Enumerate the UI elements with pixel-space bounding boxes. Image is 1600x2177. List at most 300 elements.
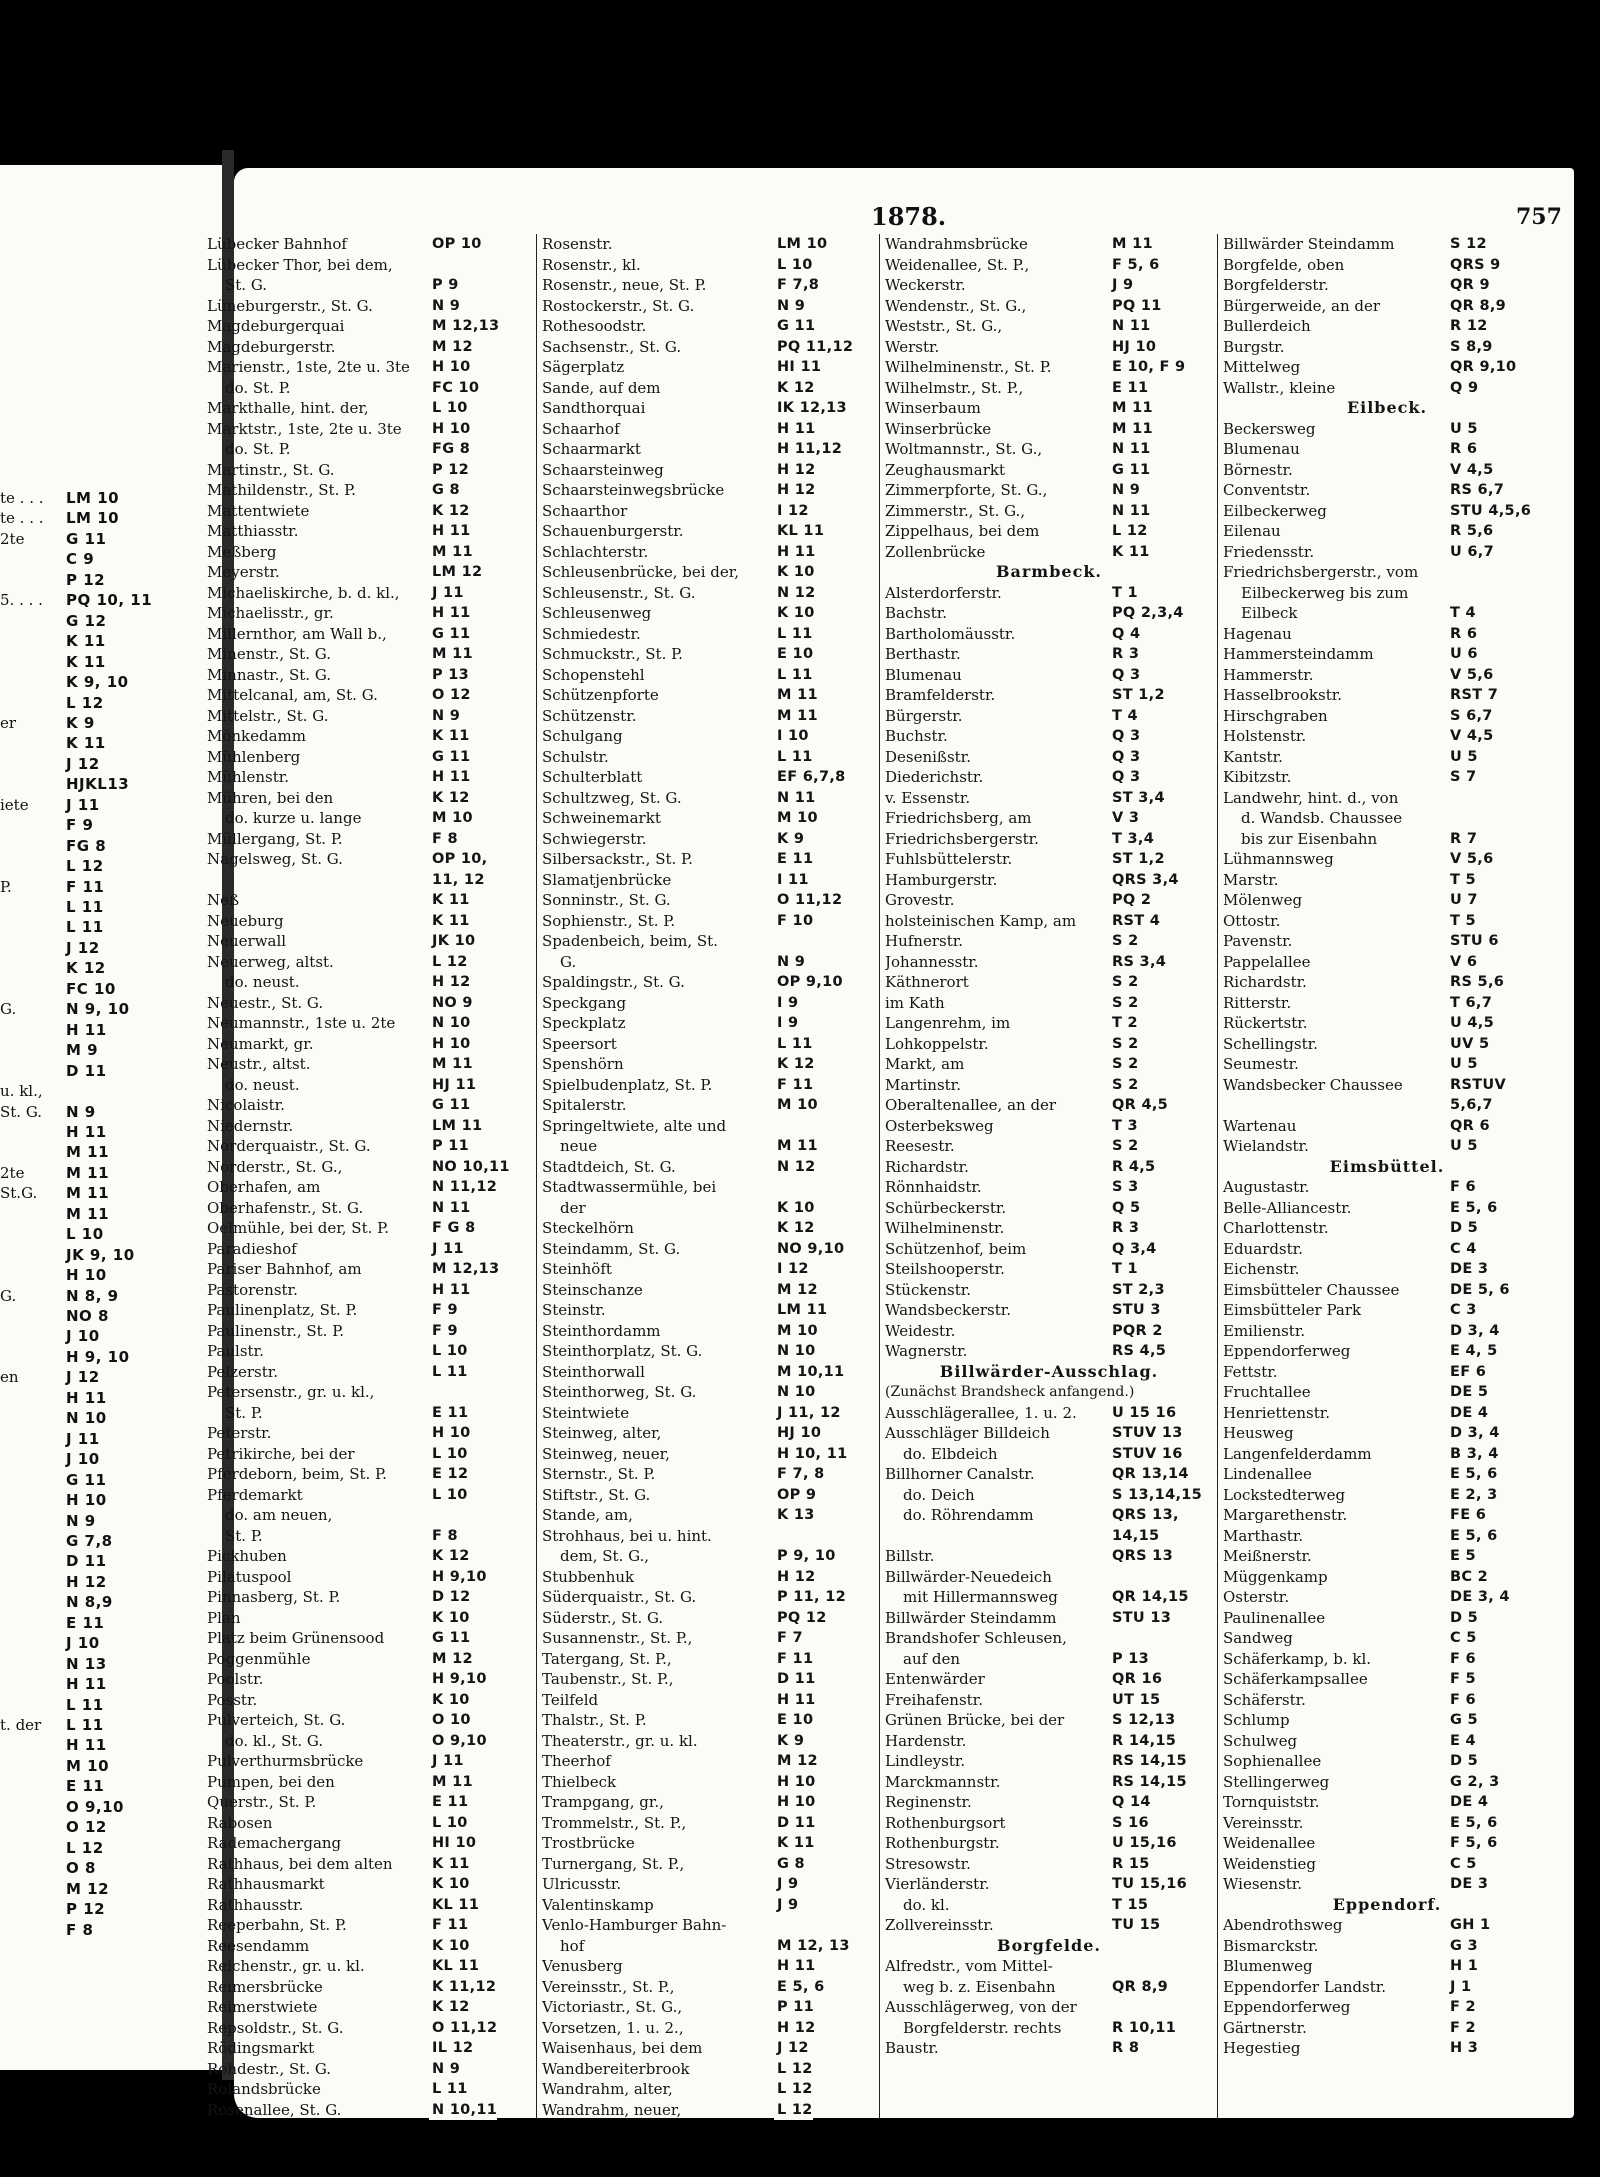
grid-code: ST 1,2 (1109, 685, 1165, 706)
grid-code: L 12 (774, 2059, 813, 2080)
street-entry (1223, 1731, 1551, 1752)
street-name: Hardenstr. (885, 1731, 967, 1750)
street-name: Sachsenstr., St. G. (542, 337, 682, 356)
street-entry (207, 1874, 531, 1895)
grid-code: V 5,6 (1447, 665, 1493, 686)
grid-code: R 12 (1447, 316, 1488, 337)
street-name: Vierländerstr. (885, 1875, 990, 1893)
street-entry (1223, 296, 1551, 317)
street-name: mit Hillermannsweg (903, 1588, 1058, 1606)
street-name: Lindleystr. (885, 1752, 966, 1770)
left-page-row (0, 1776, 222, 1796)
street-entry (885, 419, 1213, 440)
left-page-row (0, 1817, 222, 1837)
grid-code: F 8 (429, 829, 458, 850)
grid-code: J 1 (1447, 1977, 1471, 1998)
row-fragment-text: G. (0, 1000, 17, 1019)
street-entry (207, 1956, 531, 1977)
street-entry (542, 583, 876, 604)
street-name: do. St. P. (225, 440, 291, 458)
street-entry (207, 1710, 531, 1731)
street-name: Schleusenstr., St. G. (542, 583, 696, 602)
street-name: Bürgerweide, an der (1223, 296, 1381, 315)
grid-code: M 12 (66, 1879, 110, 1898)
grid-code: D 3, 4 (1447, 1321, 1500, 1342)
street-name: do. Elbdeich (903, 1444, 998, 1463)
street-entry (207, 1444, 531, 1465)
street-entry (885, 398, 1213, 419)
street-entry (1223, 1054, 1551, 1075)
grid-code: N 9 (774, 952, 805, 973)
street-name: Brandshofer Schleusen, (885, 1629, 1067, 1647)
grid-code: UV 5 (1447, 1034, 1489, 1055)
street-name: im Kath (885, 993, 945, 1012)
grid-code: L 10 (429, 1341, 468, 1362)
grid-code: Q 3 (1109, 767, 1140, 788)
grid-code: S 6,7 (1447, 706, 1493, 727)
street-entry (885, 480, 1213, 501)
street-name: Lübecker Thor, bei dem, (207, 255, 393, 274)
street-name: Mönkedamm (207, 727, 307, 745)
grid-code: R 10,11 (1109, 2018, 1176, 2039)
grid-code: RS 14,15 (1109, 1772, 1187, 1793)
grid-code: T 5 (1447, 870, 1476, 891)
street-name: Heusweg (1223, 1424, 1294, 1442)
street-column-1 (207, 234, 531, 2120)
street-name: Billwärder-Neuedeich (885, 1567, 1052, 1586)
street-entry (207, 439, 531, 460)
district-heading-text: Borgfelde. (997, 1935, 1101, 1955)
grid-code: ST 1,2 (1109, 849, 1165, 870)
street-entry (207, 1772, 531, 1793)
street-name: do. kurze u. lange (225, 809, 362, 827)
street-name: Richardstr. (885, 1157, 969, 1176)
street-name: Emilienstr. (1223, 1321, 1306, 1340)
street-name: Mittelcanal, am, St. G. (207, 686, 378, 704)
grid-code: Q 4 (1109, 624, 1140, 645)
street-name: Blumenau (885, 665, 962, 684)
left-page-row (0, 1020, 222, 1040)
street-entry (1223, 1177, 1551, 1198)
grid-code: Q 3,4 (1109, 1239, 1157, 1260)
street-name: Wilhelminenstr. (885, 1219, 1005, 1237)
street-name: Steilshooperstr. (885, 1260, 1005, 1278)
street-name: Schürbeckerstr. (885, 1198, 1007, 1217)
grid-code: G 2, 3 (1447, 1772, 1499, 1793)
grid-code: M 10 (429, 808, 473, 829)
grid-code: E 10, F 9 (1109, 357, 1185, 378)
street-name: Schopenstehl (542, 665, 645, 684)
street-entry (207, 419, 531, 440)
street-name: Charlottenstr. (1223, 1219, 1329, 1237)
grid-code: M 11 (1109, 234, 1153, 255)
grid-code: R 6 (1447, 439, 1477, 460)
street-name: Weidenstieg (1223, 1854, 1317, 1873)
grid-code: LM 10 (66, 489, 120, 507)
grid-code: H 10 (66, 1491, 107, 1510)
grid-code: C 3 (1447, 1300, 1477, 1321)
street-entry (542, 685, 876, 706)
grid-code: F G 8 (429, 1218, 476, 1239)
grid-code: D 11 (774, 1813, 815, 1834)
left-page-row (0, 1265, 222, 1285)
street-name: Peterstr. (207, 1424, 272, 1442)
street-name: Bramfelderstr. (885, 686, 996, 704)
street-entry (207, 1300, 531, 1321)
street-name: Reimersbrücke (207, 1977, 323, 1996)
street-name: Schlump (1223, 1711, 1290, 1729)
street-entry (207, 1895, 531, 1916)
grid-code: E 4 (1447, 1731, 1476, 1752)
street-name: Steindamm, St. G. (542, 1239, 681, 1258)
grid-code: U 4,5 (1447, 1013, 1494, 1034)
street-entry (1223, 972, 1551, 993)
street-entry (207, 1075, 531, 1096)
street-entry (207, 1792, 531, 1813)
street-name: Eduardstr. (1223, 1239, 1303, 1258)
grid-code: EF 6,7,8 (774, 767, 846, 788)
street-entry (542, 2018, 876, 2039)
left-page-row (0, 549, 222, 569)
street-entry (885, 1813, 1213, 1834)
street-entry (1223, 1095, 1551, 1116)
street-entry (885, 972, 1213, 993)
row-fragment-text: St. G. (0, 1102, 43, 1121)
grid-code: H 11 (66, 1122, 107, 1141)
grid-code: H 9,10 (429, 1567, 487, 1588)
street-entry (542, 1280, 876, 1301)
street-name: Schulstr. (542, 747, 609, 766)
street-entry (1223, 460, 1551, 481)
grid-code: F 9 (429, 1321, 458, 1342)
street-entry (542, 1423, 876, 1444)
grid-code: HJKL13 (66, 775, 130, 794)
street-entry (885, 1218, 1213, 1239)
street-entry (207, 1485, 531, 1506)
street-entry (885, 439, 1213, 460)
grid-code: M 12,13 (429, 316, 499, 337)
street-name: hof (560, 1936, 585, 1955)
street-entry (207, 1505, 531, 1526)
grid-code: V 5,6 (1447, 849, 1493, 870)
grid-code: HJ 10 (1109, 337, 1156, 358)
street-entry (207, 1177, 531, 1198)
street-name: Stande, am, (542, 1506, 633, 1524)
grid-code: RSTUV (1447, 1075, 1506, 1096)
street-entry (542, 1054, 876, 1075)
street-name: Teilfeld (542, 1690, 599, 1709)
street-entry (1223, 1341, 1551, 1362)
grid-code: U 7 (1447, 890, 1478, 911)
street-name: Stadtwassermühle, bei (542, 1178, 717, 1196)
street-name: Norderstr., St. G., (207, 1157, 343, 1176)
street-entry (1223, 1874, 1551, 1895)
street-entry (207, 644, 531, 665)
street-name: Rückertstr. (1223, 1014, 1308, 1032)
street-name: Querstr., St. P. (207, 1793, 317, 1811)
grid-code: H 11 (774, 542, 816, 563)
street-entry (542, 706, 876, 727)
grid-code: HJ 11 (429, 1075, 476, 1096)
grid-code: J 9 (1109, 275, 1133, 296)
grid-code: M 11 (1109, 398, 1153, 419)
grid-code: H 12 (774, 460, 816, 481)
street-entry (207, 1403, 531, 1424)
street-name: Richardstr. (1223, 973, 1307, 991)
street-name: Rosenallee, St. G. (207, 2100, 342, 2119)
street-name: Käthnerort (885, 973, 969, 991)
street-entry (1223, 1464, 1551, 1485)
street-name: Wartenau (1223, 1116, 1297, 1135)
district-heading-text: Eilbeck. (1346, 398, 1428, 417)
street-name: Plan (207, 1608, 241, 1627)
street-name: Hammerstr. (1223, 665, 1314, 684)
street-name: Oberaltenallee, an der (885, 1096, 1057, 1114)
street-entry (1223, 849, 1551, 870)
left-page-row (0, 1388, 222, 1408)
grid-code: L 11 (66, 898, 104, 916)
street-name: Rödingsmarkt (207, 2039, 315, 2057)
left-page-row (0, 1511, 222, 1531)
street-name: Schäferkampsallee (1223, 1670, 1368, 1688)
street-name: Oberhafenstr., St. G. (207, 1198, 364, 1217)
street-name: Buchstr. (885, 727, 948, 745)
grid-code: OP 10, (429, 849, 488, 870)
street-entry (542, 1690, 876, 1711)
district-heading (1223, 1895, 1551, 1916)
left-page-row (0, 1367, 222, 1387)
left-page-row (0, 1122, 222, 1142)
street-entry (1223, 1444, 1551, 1465)
street-entry (542, 1259, 876, 1280)
street-name: Schwiegerstr. (542, 829, 647, 848)
grid-code: LM 11 (429, 1116, 482, 1137)
grid-code: H 12 (66, 1572, 107, 1591)
left-page-row (0, 1408, 222, 1428)
street-name: Schleusenbrücke, bei der, (542, 563, 740, 581)
grid-code: RS 3,4 (1109, 952, 1166, 973)
street-entry (1223, 1936, 1551, 1957)
street-name: Reichenstr., gr. u. kl. (207, 1957, 365, 1975)
street-name: Hagenau (1223, 624, 1292, 643)
street-entry (885, 1177, 1213, 1198)
street-name: Sandweg (1223, 1629, 1293, 1647)
grid-code: QRS 13, (1109, 1505, 1179, 1526)
street-name: Turnergang, St. P., (542, 1854, 685, 1873)
street-name: Entenwärder (885, 1670, 985, 1688)
street-entry (542, 972, 876, 993)
left-page-row (0, 1674, 222, 1694)
street-entry (885, 1198, 1213, 1219)
grid-code: QR 9 (1447, 275, 1490, 296)
row-fragment-text: er (0, 713, 17, 732)
street-entry (1223, 1751, 1551, 1772)
left-page-row (0, 958, 222, 978)
street-entry (207, 1034, 531, 1055)
grid-code: S 16 (1109, 1813, 1149, 1834)
street-entry (885, 1259, 1213, 1280)
street-entry (542, 1136, 876, 1157)
street-name: Zippelhaus, bei dem (885, 522, 1040, 540)
street-name: Kibitzstr. (1223, 768, 1292, 786)
street-name: Börnestr. (1223, 460, 1293, 479)
grid-code: QR 6 (1447, 1116, 1490, 1137)
grid-code: K 12 (774, 1054, 815, 1075)
left-page-row (0, 488, 222, 508)
street-name: Gärtnerstr. (1223, 2018, 1307, 2037)
street-entry (1223, 1136, 1551, 1157)
street-name: Pinnasberg, St. P. (207, 1588, 341, 1606)
street-name: Paulinenstr., St. P. (207, 1321, 345, 1340)
street-name: do. kl., St. G. (225, 1731, 324, 1750)
street-name: Lühmannsweg (1223, 850, 1334, 868)
street-name: Schlachterstr. (542, 542, 649, 561)
grid-code: J 11 (429, 1239, 464, 1260)
grid-code: QR 8,9 (1447, 296, 1506, 317)
grid-code: T 4 (1447, 603, 1476, 624)
row-fragment-text: te . . . (0, 489, 44, 507)
street-name: do. neust. (225, 1075, 300, 1094)
street-name: Tatergang, St. P., (542, 1649, 672, 1668)
street-name: Eppendorfer Landstr. (1223, 1977, 1387, 1996)
street-entry (207, 275, 531, 296)
street-entry (207, 1464, 531, 1485)
grid-code: B 3, 4 (1447, 1444, 1499, 1465)
grid-code: G 11 (429, 1628, 470, 1649)
street-entry (207, 788, 531, 809)
grid-code: H 11 (429, 1280, 471, 1301)
street-name: St. P. (225, 1526, 263, 1545)
street-name: Pulverthurmsbrücke (207, 1752, 364, 1770)
grid-code: L 12 (429, 952, 468, 973)
street-name: Borgfelderstr. rechts (903, 2018, 1062, 2037)
grid-code: QRS 3,4 (1109, 870, 1179, 891)
street-entry (542, 1915, 876, 1936)
street-name: Rothenburgstr. (885, 1834, 1000, 1852)
street-entry (885, 1464, 1213, 1485)
street-entry (542, 439, 876, 460)
street-entry (542, 726, 876, 747)
grid-code: F 6 (1447, 1690, 1476, 1711)
street-name: Meißnerstr. (1223, 1547, 1312, 1565)
grid-code: H 11 (774, 419, 816, 440)
street-entry (207, 1054, 531, 1075)
grid-code: L 10 (429, 1813, 468, 1834)
left-page-row (0, 1735, 222, 1755)
grid-code: P 11, 12 (774, 1587, 846, 1608)
grid-code: C 9 (66, 550, 95, 569)
street-entry (885, 1280, 1213, 1301)
grid-code: STU 13 (1109, 1608, 1171, 1629)
grid-code: PQ 11 (1109, 296, 1162, 317)
left-page-row (0, 774, 222, 794)
grid-code: N 10 (66, 1409, 107, 1428)
street-name: Rothenburgsort (885, 1813, 1006, 1832)
street-name: Wagnerstr. (885, 1342, 968, 1360)
grid-code: ST 3,4 (1109, 788, 1165, 809)
street-entry (1223, 911, 1551, 932)
grid-code: N 11 (1109, 316, 1151, 337)
street-name: Strohhaus, bei u. hint. (542, 1526, 712, 1545)
grid-code: N 9 (429, 706, 460, 727)
street-entry (542, 1833, 876, 1854)
grid-code: K 11 (66, 734, 106, 753)
street-entry (1223, 1485, 1551, 1506)
grid-code: O 11,12 (429, 2018, 497, 2039)
street-name: Borgfelderstr. (1223, 276, 1329, 294)
grid-code: H 11 (66, 1020, 107, 1039)
street-entry (542, 1485, 876, 1506)
street-entry (542, 788, 876, 809)
grid-code: J 10 (66, 1634, 100, 1653)
street-name: Martinstr. (885, 1075, 961, 1094)
district-heading-text: Barmbeck. (995, 562, 1102, 581)
street-name: Langenfelderdamm (1223, 1444, 1372, 1463)
grid-code: H 11 (429, 767, 471, 788)
grid-code: S 2 (1109, 1075, 1138, 1096)
street-entry (542, 993, 876, 1014)
left-page-row (0, 529, 222, 549)
street-entry (207, 747, 531, 768)
left-page-row (0, 1613, 222, 1633)
street-name: holsteinischen Kamp, am (885, 911, 1077, 930)
street-name: Wendenstr., St. G., (885, 296, 1027, 315)
street-entry (542, 1013, 876, 1034)
grid-code: M 12 (429, 1649, 473, 1670)
street-name: Johannesstr. (885, 952, 979, 971)
street-name: Poolstr. (207, 1670, 264, 1688)
street-name: Schäferstr. (1223, 1690, 1306, 1709)
street-entry (207, 1218, 531, 1239)
street-entry (542, 665, 876, 686)
street-name: v. Essenstr. (885, 788, 971, 807)
grid-code: P 12 (429, 460, 469, 481)
left-page-row (0, 1306, 222, 1326)
street-entry (885, 1403, 1213, 1424)
street-name: Schulweg (1223, 1731, 1298, 1750)
grid-code: G 8 (774, 1854, 805, 1875)
street-entry (542, 911, 876, 932)
street-entry (885, 829, 1213, 850)
street-name: Wilhelmstr., St. P., (885, 378, 1024, 397)
street-entry (1223, 562, 1551, 583)
grid-code: G 5 (1447, 1710, 1478, 1731)
street-entry (542, 2059, 876, 2080)
grid-code: KL 11 (429, 1895, 479, 1916)
street-name: Bürgerstr. (885, 706, 963, 725)
left-page-fragment (0, 165, 222, 2070)
street-name: Burgstr. (1223, 337, 1285, 356)
grid-code: L 10 (429, 398, 468, 419)
grid-code: K 11 (429, 911, 470, 932)
grid-code: P 12 (66, 1900, 106, 1919)
grid-code: E 5, 6 (774, 1977, 825, 1998)
street-name: Fruchtallee (1223, 1383, 1311, 1401)
street-entry (207, 296, 531, 317)
street-entry (207, 931, 531, 952)
grid-code: I 9 (774, 993, 798, 1014)
street-entry (885, 1567, 1213, 1588)
grid-code: G 11 (429, 624, 470, 645)
street-entry (207, 1546, 531, 1567)
street-name: bis zur Eisenbahn (1241, 829, 1378, 848)
street-name: Billwärder Steindamm (1223, 235, 1395, 253)
grid-code: E 11 (429, 1403, 468, 1424)
street-name: Sophienallee (1223, 1752, 1322, 1770)
street-entry (542, 1649, 876, 1670)
grid-code: K 11 (774, 1833, 815, 1854)
district-heading-text: Eppendorf. (1332, 1894, 1442, 1914)
